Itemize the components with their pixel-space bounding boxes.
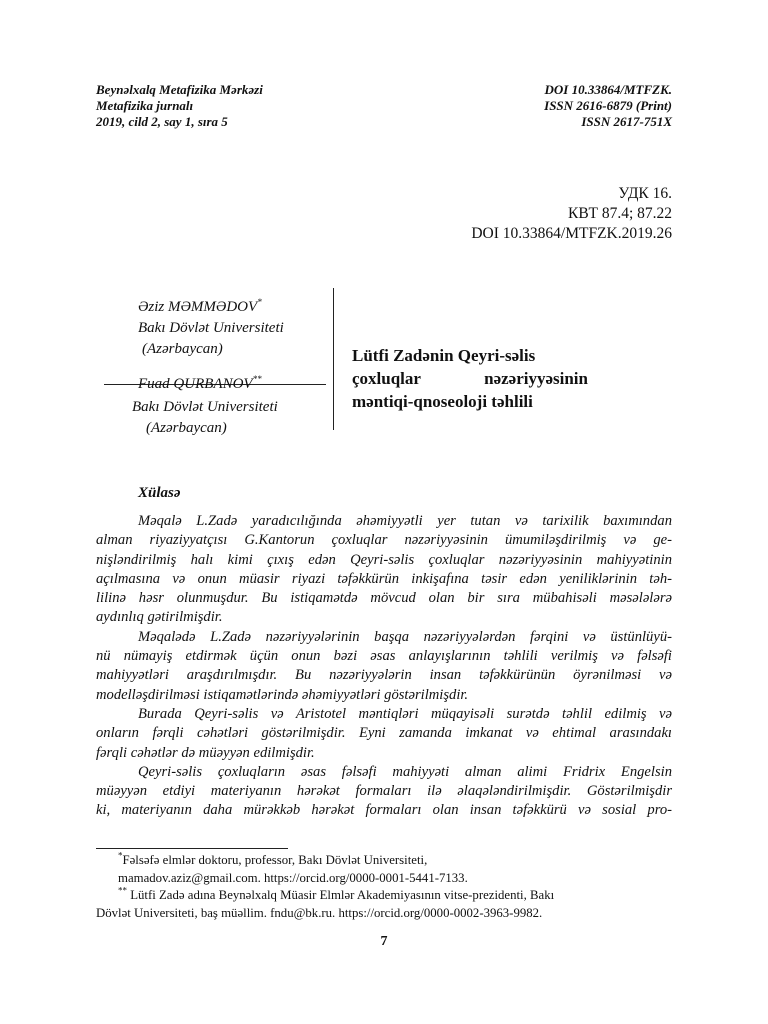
abstract-line: alman riyaziyyatçısı G.Kantorun çoxluqlar nəzəriyyəsinin ümumiləşdirilmiş və ge-	[96, 532, 672, 549]
footnotes	[96, 852, 672, 922]
udc-code: УДК 16.	[618, 185, 672, 202]
author-1-name: Əziz MƏMMƏDOV*	[138, 297, 262, 315]
footnote-1: *Fəlsəfə elmlər doktoru, professor, Bakı Dövlət Universiteti,	[118, 850, 428, 867]
abstract-body	[96, 512, 672, 821]
title-word: nəzəriyyəsinin	[484, 369, 588, 388]
abstract-line: onların fərqli cəhətləri göstərilmişdir. Eyni zamanda imkanat və ehtimal arasındakı	[96, 725, 672, 742]
journal-info	[96, 82, 263, 130]
footnote-1-contact: mamadov.aziz@gmail.com. https://orcid.org/0000-0001-5441-7133.	[118, 870, 468, 885]
journal-name: Metafizika jurnalı	[96, 98, 194, 113]
abstract-line: nü nümayiş etdirmək üçün onun bəzi əsas anlayışlarının təhlili verilmiş və fəlsəfi	[96, 648, 672, 665]
abstract-line: fərqli cəhətlər də müəyyən edilmişdir.	[96, 744, 315, 761]
abstract-heading: Xülasə	[138, 485, 181, 501]
kbt-code: КВТ 87.4; 87.22	[568, 205, 672, 222]
footnote-2: ** Lütfi Zadə adına Beynəlxalq Müasir Elmlər Akademiyasının vitse-prezidenti, Bakı	[118, 885, 555, 902]
page-number: 7	[380, 934, 388, 949]
classification-codes	[471, 184, 672, 244]
abstract-line: açılmasına və onun müasir riyazi təfəkkürün inkişafına təsir edən yeniliklərinin təh-	[96, 570, 672, 587]
abstract-line: mahiyyətləri araşdırılmışdır. Bu nəzəriyyələrin insan təfəkkürünün öyrənilməsi və	[96, 667, 672, 684]
author-2-country: (Azərbaycan)	[146, 420, 227, 436]
author-2-affiliation: Bakı Dövlət Universiteti	[132, 399, 278, 415]
title-line-3: məntiqi-qnoseoloji təhlili	[352, 392, 533, 411]
abstract-line: modelləşdirilməsi istiqamətlərində əhəmiyyətləri göstərilmişdir.	[96, 686, 469, 703]
abstract-line: lilinə həsr olunmuşdur. Bu istiqamətdə mövcud olan bir sıra mübahisəli məsələlərə	[96, 590, 672, 607]
abstract-line: Məqalədə L.Zadə nəzəriyyələrinin başqa nəzəriyyələrdən fərqini və üstünlüyü-	[138, 628, 672, 645]
abstract-line: müəyyən etdiyi materiyanın hərəkət formaları ilə əlaqələndirilmişdir. Göstərilmişdir	[96, 783, 672, 800]
issue-info: 2019, cild 2, say 1, sıra 5	[96, 114, 228, 129]
journal-identifiers	[544, 82, 672, 130]
footnote-2-contact: Dövlət Universiteti, baş müəllim. fndu@bk.ru. https://orcid.org/0000-0002-3963-9982.	[96, 905, 543, 920]
author-2-name: Fuad QURBANOV**	[138, 374, 262, 392]
abstract-line: Burada Qeyri-səlis və Aristotel məntiqləri müqayisəli surətdə təhlil edilmiş və	[138, 705, 672, 722]
title-line-2	[352, 367, 588, 390]
issn-online: ISSN 2617-751X	[581, 114, 672, 129]
abstract-line: Məqalə L.Zadə yaradıcılığında əhəmiyyətli yer tutan və tarixilik baxımından	[138, 513, 672, 529]
vertical-divider	[333, 288, 334, 430]
title-line-1: Lütfi Zadənin Qeyri-səlis	[352, 346, 536, 365]
author-1-affiliation: Bakı Dövlət Universiteti	[138, 320, 284, 336]
issn-print: ISSN 2616-6879 (Print)	[544, 98, 672, 113]
abstract-line: ki, materiyanın daha mürəkkəb hərəkət formaları olan insan təfəkkürü və sosial pro-	[96, 802, 672, 819]
abstract-line: Qeyri-səlis çoxluqların əsas fəlsəfi mahiyyəti alman alimi Fridrix Engelsin	[138, 763, 672, 780]
abstract-line: nişləndirilmiş halı kimi çıxış edən Qeyri-səlis çoxluqlar nəzəriyyəsinin mahiyyətinin	[96, 551, 672, 568]
footnote-rule	[96, 848, 288, 849]
abstract-line: aydınlıq gətirilmişdir.	[96, 609, 223, 626]
journal-doi: DOI 10.33864/MTFZK.	[544, 82, 672, 97]
article-title	[352, 344, 588, 413]
article-doi: DOI 10.33864/MTFZK.2019.26	[471, 225, 672, 242]
title-word: çoxluqlar	[352, 369, 421, 388]
author-1-country: (Azərbaycan)	[142, 341, 223, 357]
publisher-name: Beynəlxalq Metafizika Mərkəzi	[96, 82, 263, 97]
